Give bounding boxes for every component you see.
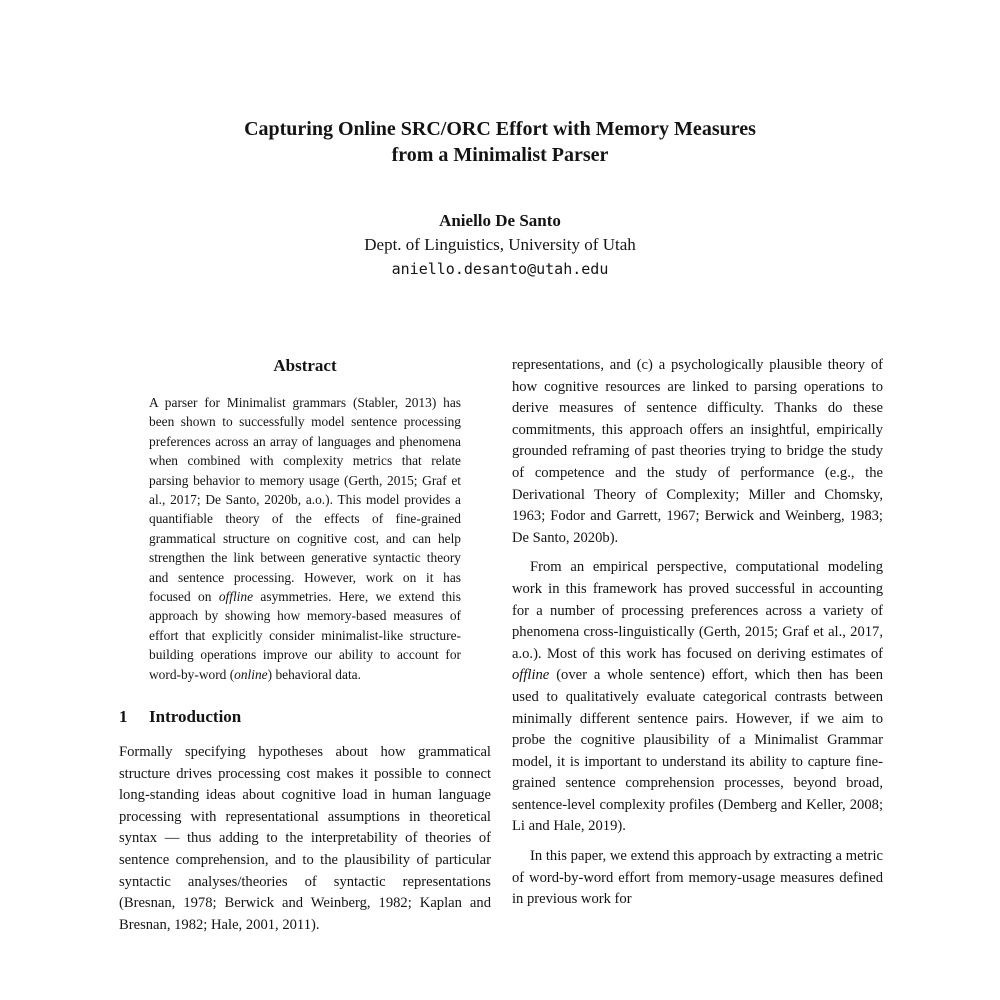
abstract-emphasis-offline: offline [218, 589, 254, 605]
right-paragraph-2 [512, 557, 883, 838]
right-paragraph-2-text-2: (over a whole sentence) effort, which then has been used to qualitatively evaluate categorical contrasts between minimally different sentence pairs. However, if we aim to probe the cognitive plausibility of a Minimalist Grammar model, it is important to understand its ability to capture fine-grained sentence comprehension processes, beyond broad, sentence-level complexity profiles (Demberg and Keller, 2008; Li and Hale, 2019). [512, 667, 883, 835]
abstract-text-3: ) behavioral data. [267, 666, 361, 682]
author-name: Aniello De Santo [439, 211, 561, 230]
section-heading-introduction [119, 706, 491, 728]
abstract-text-1: A parser for Minimalist grammars (Stabler, 2013) has been shown to successfully model sentence processing preferences across an array of languages and phenomena when combined with complexity metrics that relate parsing behavior to memory usage (Gerth, 2015; Graf et al., 2017; De Santo, 2020b, a.o.). This model provides a quantifiable theory of the effects of fine-grained grammatical structure on cognitive cost, and can help strengthen the link between generative syntactic theory and sentence processing. However, work on it has focused on [149, 395, 461, 605]
right-paragraph-2-emphasis: offline [512, 667, 550, 684]
right-paragraph-1: representations, and (c) a psychologically plausible theory of how cognitive resources are linked to parsing operations to derive measures of sentence difficulty. Thanks do these commitments, this approach offers an insightful, empirically grounded reframing of past theories trying to bridge the study of competence and the study of performance (e.g., the Derivational Theory of Complexity; Miller and Chomsky, 1963; Fodor and Garrett, 1967; Berwick and Weinberg, 1983; De Santo, 2020b). [512, 357, 883, 546]
section-number: 1 [119, 707, 128, 727]
section-title: Introduction [149, 707, 242, 727]
author-block [0, 209, 1000, 281]
right-paragraph-3: In this paper, we extend this approach by extracting a metric of word-by-word effort from memory-usage measures defined in previous work for [512, 848, 883, 908]
author-email: aniello.desanto@utah.edu [391, 260, 609, 278]
abstract-emphasis-online: online [234, 666, 268, 682]
abstract-heading: Abstract [273, 356, 337, 375]
left-column [119, 355, 491, 936]
paper-title [0, 116, 1000, 168]
paper-title-line-1: Capturing Online SRC/ORC Effort with Memory Measures [244, 118, 756, 140]
intro-paragraph-1: Formally specifying hypotheses about how grammatical structure drives processing cost makes it possible to connect long-standing ideas about cognitive load in human language processing with representational assumptions in theoretical syntax — thus adding to the interpretability of theories of sentence comprehension, and to the plausibility of particular syntactic analyses/theories of syntactic representations (Bresnan, 1978; Berwick and Weinberg, 1982; Kaplan and Bresnan, 1982; Hale, 2001, 2011). [119, 744, 491, 933]
abstract-text-2: asymmetries. Here, we extend this approach by showing how memory-based measures of effort that explicitly consider minimalist-like structure-building operations improve our ability to account for word-by-word ( [149, 589, 461, 682]
author-affiliation: Dept. of Linguistics, University of Utah [364, 235, 636, 254]
right-column [512, 355, 883, 911]
abstract-body [149, 393, 461, 684]
paper-title-line-2: from a Minimalist Parser [391, 144, 609, 166]
right-paragraph-2-text-1: From an empirical perspective, computational modeling work in this framework has proved successful in accounting for a number of processing preferences across a variety of phenomena cross-linguistically (Gerth, 2015; Graf et al., 2017, a.o.). Most of this work has focused on deriving estimates of [512, 559, 883, 662]
